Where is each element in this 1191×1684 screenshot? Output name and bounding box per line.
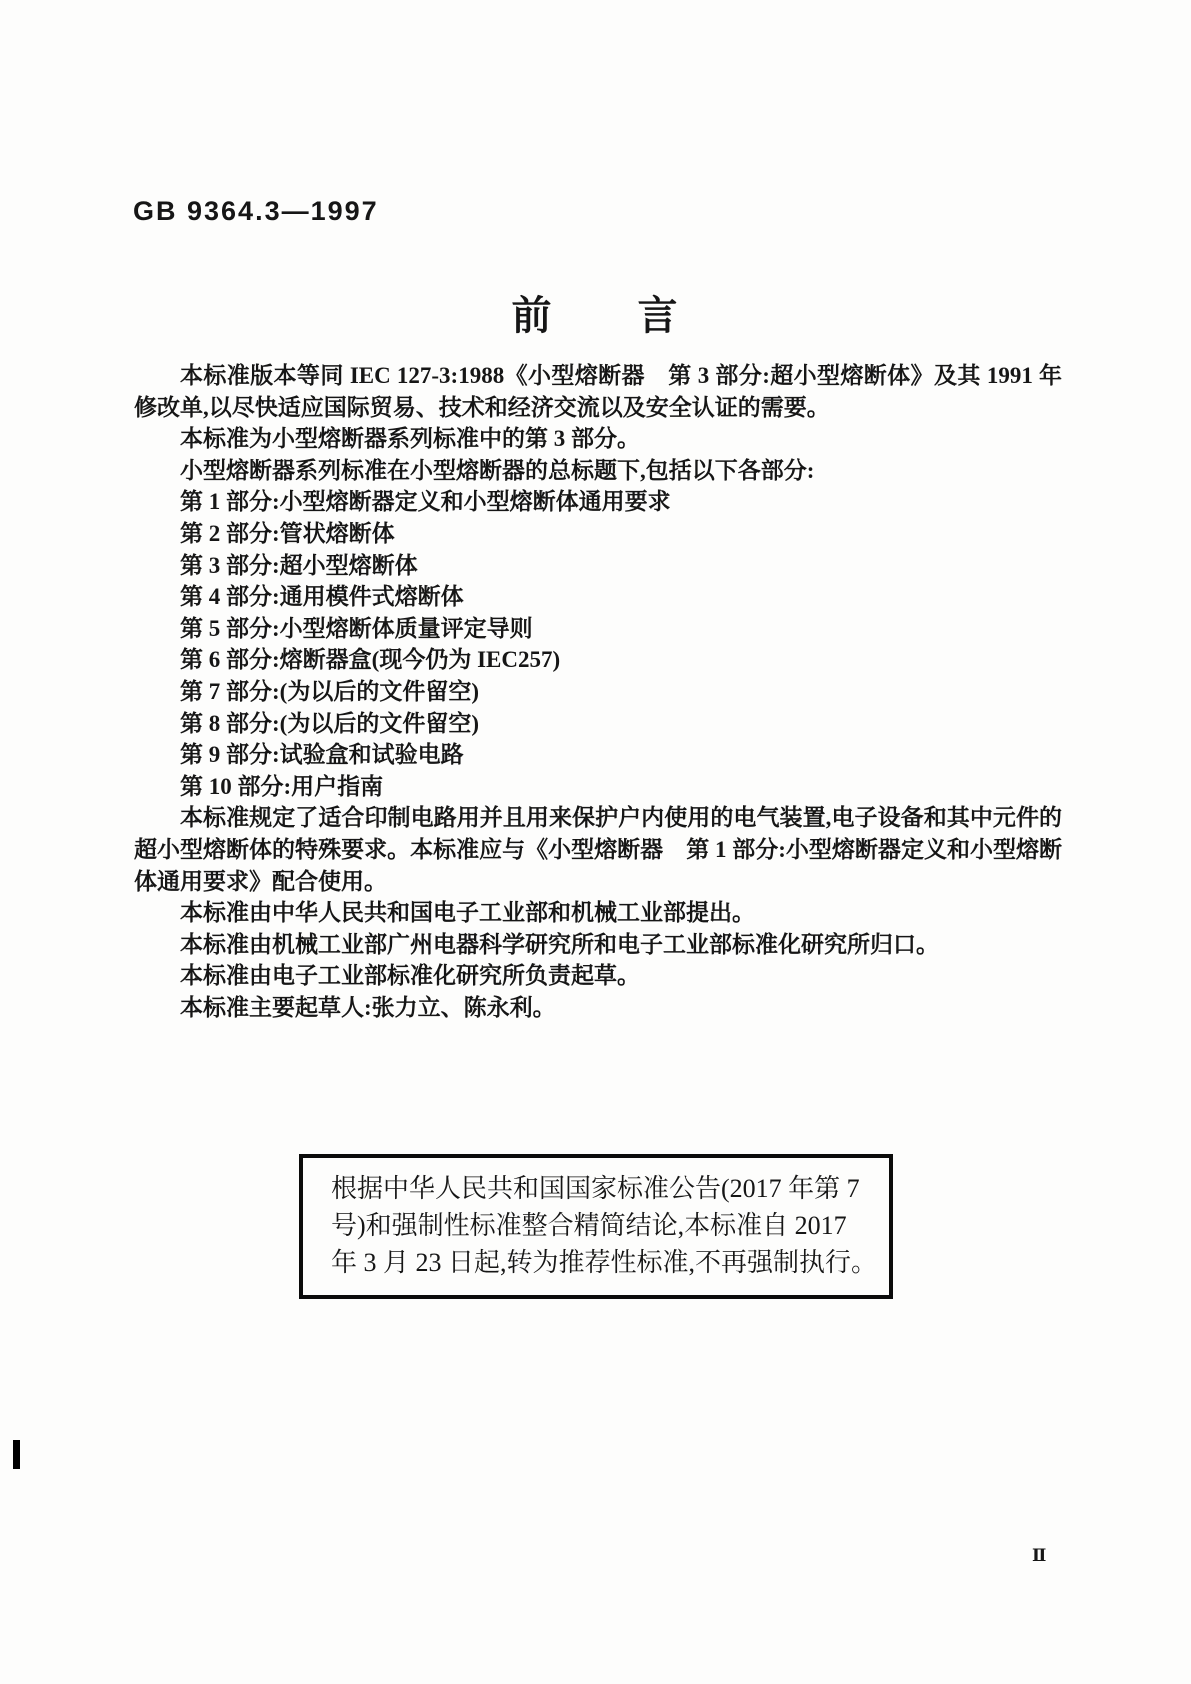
part-list-item: 第 2 部分:管状熔断体 <box>180 520 395 546</box>
part-list-item: 第 6 部分:熔断器盒(现今仍为 IEC257) <box>180 647 561 673</box>
foreword-paragraph: 本标准规定了适合印制电路用并且用来保护户内使用的电气装置,电子设备和其中元件的超小型熔断体的特殊要求。本标准应与《小型熔断器 第 1 部分:小型熔断器定义和小型熔断体通用要求》配合使用。 <box>134 805 1062 894</box>
part-list-item: 第 10 部分:用户指南 <box>180 773 384 799</box>
notice-box <box>299 1154 893 1299</box>
foreword-paragraph: 本标准由中华人民共和国电子工业部和机械工业部提出。 <box>180 900 755 926</box>
notice-line: 号)和强制性标准整合精简结论,本标准自 2017 <box>331 1211 847 1240</box>
page-number: Ⅱ <box>1032 1546 1047 1565</box>
part-list-item: 第 5 部分:小型熔断体质量评定导则 <box>180 615 533 641</box>
foreword-paragraph: 本标准由电子工业部标准化研究所负责起草。 <box>180 963 640 989</box>
foreword-paragraph: 本标准版本等同 IEC 127-3:1988《小型熔断器 第 3 部分:超小型熔断体》及其 1991 年修改单,以尽快适应国际贸易、技术和经济交流以及安全认证的需要。 <box>134 363 1062 420</box>
notice-line: 根据中华人民共和国国家标准公告(2017 年第 7 <box>331 1174 860 1203</box>
notice-line: 年 3 月 23 日起,转为推荐性标准,不再强制执行。 <box>331 1248 878 1277</box>
foreword-paragraph: 本标准主要起草人:张力立、陈永利。 <box>180 994 556 1020</box>
print-mark <box>13 1440 20 1469</box>
part-list-item: 第 3 部分:超小型熔断体 <box>180 552 418 578</box>
part-list-item: 第 9 部分:试验盒和试验电路 <box>180 742 464 768</box>
foreword-paragraph: 本标准由机械工业部广州电器科学研究所和电子工业部标准化研究所归口。 <box>180 931 939 957</box>
page-title: 前 言 <box>511 293 680 338</box>
foreword-paragraph: 本标准为小型熔断器系列标准中的第 3 部分。 <box>180 426 640 452</box>
standard-number: GB 9364.3—1997 <box>133 196 379 226</box>
part-list-item: 第 1 部分:小型熔断器定义和小型熔断体通用要求 <box>180 489 671 515</box>
part-list-item: 第 4 部分:通用模件式熔断体 <box>180 584 464 610</box>
part-list-item: 第 8 部分:(为以后的文件留空) <box>180 710 479 736</box>
part-list-item: 第 7 部分:(为以后的文件留空) <box>180 678 479 704</box>
foreword-paragraph: 小型熔断器系列标准在小型熔断器的总标题下,包括以下各部分: <box>180 457 815 483</box>
foreword-body <box>134 360 1062 1023</box>
